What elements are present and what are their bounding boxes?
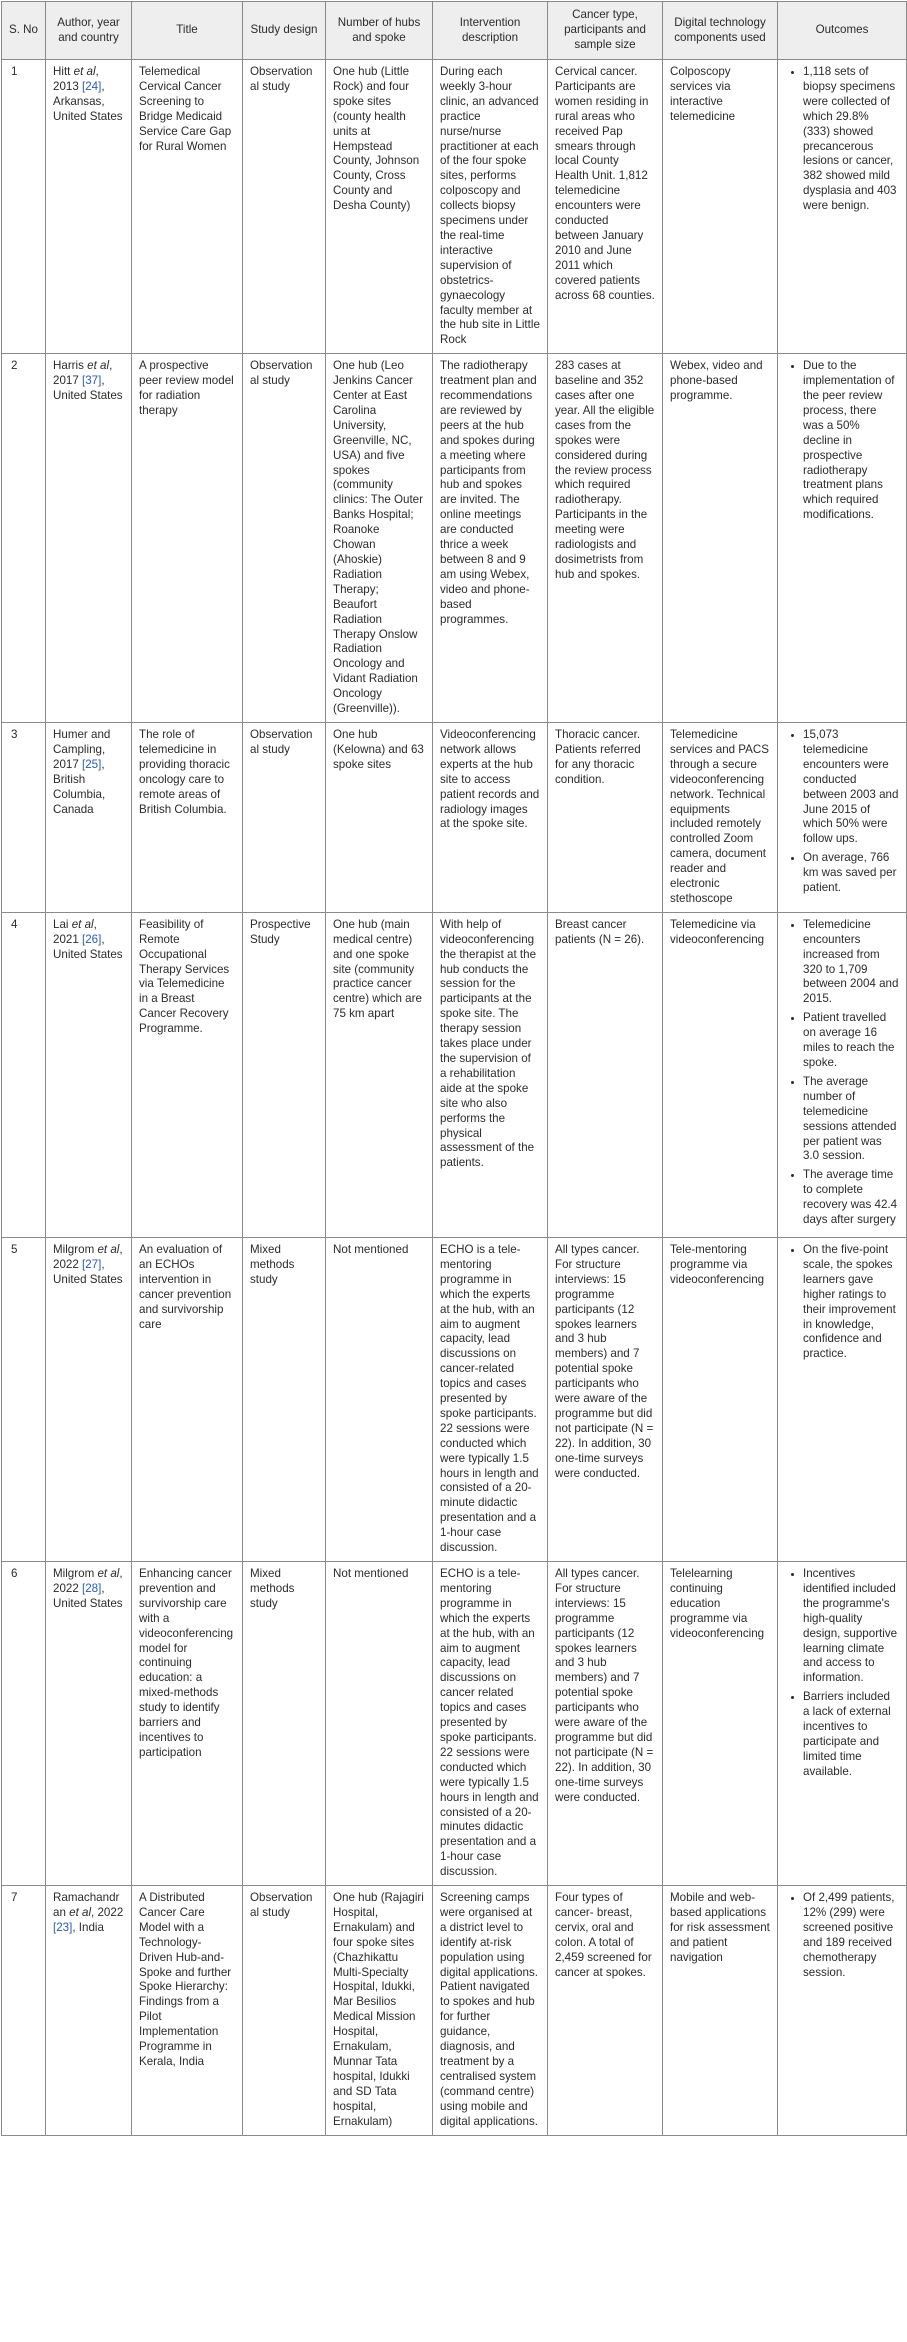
author-reference-link[interactable]: [25] xyxy=(82,757,102,771)
row-study-design: Observational study xyxy=(243,722,326,912)
table-row xyxy=(2,1886,907,2136)
row-intervention: ECHO is a tele-mentoring programme in which the experts at the hub, with an aim to augment capacity, lead discussions on cancer-related topics and cases presented by spoke participants. 22 sessions were conducted which were typically 1.5 hours in length and consisted of a 20-minute didactic presentation and a 1-hour case discussion. xyxy=(433,1237,548,1561)
author-country: , United States xyxy=(53,1581,123,1610)
row-intervention: During each weekly 3-hour clinic, an advanced practice nurse/nurse practitioner at each of the four spoke sites, performs colposcopy and collects biopsy specimens under the real-time interactive supervision of obstetrics-gynaecology faculty member at the hub site in Little Rock xyxy=(433,60,548,354)
table-body xyxy=(2,60,907,2136)
row-study-design: Observational study xyxy=(243,1886,326,2136)
list-item: • Of 2,499 patients, 12% (299) were screened positive and 189 received chemotherapy session. xyxy=(803,1891,899,1980)
row-title: A Distributed Cancer Care Model with a Technology-Driven Hub-and-Spoke and further Spoke Hierarchy: Findings from a Pilot Implementation Programme in Kerala, India xyxy=(132,1886,243,2136)
author-year: , 2022 xyxy=(91,1905,124,1919)
row-title: Telemedical Cervical Cancer Screening to Bridge Medicaid Service Care Gap for Rural Women xyxy=(132,60,243,354)
author-country: , India xyxy=(72,1920,104,1934)
row-study-design: Mixed methods study xyxy=(243,1237,326,1561)
author-etal: et al xyxy=(87,359,110,373)
row-digital-technology: Telelearning continuing education programme via videoconferencing xyxy=(663,1562,778,1886)
row-author xyxy=(46,1886,132,2136)
list-item: • 1,118 sets of biopsy specimens were collected of which 29.8% (333) showed precancerous lesions or cancer, 382 showed mild dysplasia and 403 were benign. xyxy=(803,65,899,214)
row-cancer-type: Cervical cancer. Participants are women residing in rural areas who received Pap smears through local County Health Unit. 1,812 telemedicine encounters were conducted between January 2010 and June 2011 which covered patients across 68 counties. xyxy=(548,60,663,354)
row-cancer-type: All types cancer. For structure interviews: 15 programme participants (12 spokes learners and 3 hub members) and 7 potential spoke participants who were aware of the programme but did not participate (N = 22). In addition, 30 one-time surveys were conducted. xyxy=(548,1237,663,1561)
row-cancer-type: Thoracic cancer. Patients referred for any thoracic condition. xyxy=(548,722,663,912)
row-author xyxy=(46,722,132,912)
author-year: , 2022 xyxy=(53,1567,123,1595)
author-country: , United States xyxy=(53,374,123,403)
row-digital-technology: Colposcopy services via interactive telemedicine xyxy=(663,60,778,354)
row-author xyxy=(46,354,132,723)
row-title: An evaluation of an ECHOs intervention in cancer prevention and survivorship care xyxy=(132,1237,243,1561)
row-sno: 4 xyxy=(2,912,46,1237)
row-digital-technology: Tele-mentoring programme via videoconferencing xyxy=(663,1237,778,1561)
row-hubs-spokes: Not mentioned xyxy=(326,1237,433,1561)
author-year: , 2017 xyxy=(53,359,113,388)
author-country: , United States xyxy=(53,932,123,961)
row-title: Enhancing cancer prevention and survivorship care with a videoconferencing model for continuing education: a mixed-methods study to identify barriers and incentives to participation xyxy=(132,1562,243,1886)
author-name: Ramachandran xyxy=(53,1891,120,1919)
table-row xyxy=(2,1562,907,1886)
author-etal: et al xyxy=(73,65,96,78)
row-cancer-type: All types cancer. For structure interviews: 15 programme participants (12 spokes learners and 3 hub members) and 7 potential spoke participants who were aware of the programme but did not participate (N = 22). In addition, 30 one-time surveys were conducted. xyxy=(548,1562,663,1886)
row-title: The role of telemedicine in providing thoracic oncology care to remote areas of British Columbia. xyxy=(132,722,243,912)
header-title: Title xyxy=(132,2,243,60)
author-name: Lai xyxy=(53,917,72,931)
row-intervention: Screening camps were organised at a district level to identify at-risk population using digital applications. Patient navigated to spokes and hub for further guidance, diagnosis, and treatment by a centralised system (command centre) using mobile and digital applications. xyxy=(433,1886,548,2136)
row-sno: 2 xyxy=(2,354,46,723)
row-hubs-spokes: One hub (Little Rock) and four spoke sites (county health units at Hempstead County, Johnson County, Cross County and Desha County) xyxy=(326,60,433,354)
row-outcomes xyxy=(778,1886,907,2136)
outcomes-list xyxy=(785,1243,899,1362)
author-etal: et al xyxy=(69,1905,92,1919)
author-reference-link[interactable]: [37] xyxy=(82,374,102,388)
outcomes-list xyxy=(785,65,899,214)
list-item: • The average number of telemedicine sessions attended per patient was 3.0 session. xyxy=(803,1075,899,1164)
header-intervention: Intervention description xyxy=(433,2,548,60)
row-sno: 6 xyxy=(2,1562,46,1886)
row-study-design: Mixed methods study xyxy=(243,1562,326,1886)
author-name: Milgrom xyxy=(53,1567,98,1580)
row-outcomes xyxy=(778,60,907,354)
row-digital-technology: Webex, video and phone-based programme. xyxy=(663,354,778,723)
author-year: , 2022 xyxy=(53,1242,123,1271)
row-intervention: ECHO is a tele-mentoring programme in which the experts at the hub, with an aim to augment capacity, lead discussions on cancer related topics and cases presented by spoke participants. 22 sessions were conducted which were typically 1.5 hours in length and consisted of a 20-minutes didactic presentation and a 1-hour case discussion. xyxy=(433,1562,548,1886)
header-cancer-type: Cancer type, participants and sample size xyxy=(548,2,663,60)
author-reference-link[interactable]: [26] xyxy=(82,932,102,946)
author-country: , United States xyxy=(53,1257,123,1286)
list-item: • 15,073 telemedicine encounters were conducted between 2003 and June 2015 of which 50% were follow ups. xyxy=(803,728,899,847)
row-title: Feasibility of Remote Occupational Therapy Services via Telemedicine in a Breast Cancer Recovery Programme. xyxy=(132,912,243,1237)
author-reference-link[interactable]: [27] xyxy=(82,1257,102,1271)
row-hubs-spokes: One hub (Rajagiri Hospital, Ernakulam) and four spoke sites (Chazhikattu Multi-Specialty Hospital, Idukki, Mar Besilios Medical Mission Hospital, Ernakulam, Munnar Tata hospital, Idukki and SD Tata hospital, Ernakulam) xyxy=(326,1886,433,2136)
list-item: • Barriers included a lack of external incentives to participate and limited time available. xyxy=(803,1690,899,1779)
author-reference-link[interactable]: [24] xyxy=(82,79,102,93)
studies-table xyxy=(1,1,907,2136)
author-name: Hitt xyxy=(53,65,74,78)
author-name: Harris xyxy=(53,359,88,373)
row-author xyxy=(46,1237,132,1561)
row-hubs-spokes: One hub (Leo Jenkins Cancer Center at East Carolina University, Greenville, NC, USA) and five spokes (community clinics: The Outer Banks Hospital; Roanoke Chowan (Ahoskie) Radiation Therapy; Beaufort Radiation Therapy Onslow Radiation Oncology and Vidant Radiation Oncology (Greenville)). xyxy=(326,354,433,723)
row-outcomes xyxy=(778,912,907,1237)
row-author xyxy=(46,912,132,1237)
header-author: Author, year and country xyxy=(46,2,132,60)
header-sno: S. No xyxy=(2,2,46,60)
header-study-design: Study design xyxy=(243,2,326,60)
list-item: • The average time to complete recovery was 42.4 days after surgery xyxy=(803,1168,899,1228)
author-reference-link[interactable]: [28] xyxy=(82,1581,102,1595)
list-item: • Incentives identified included the programme's high-quality design, supportive learning climate and access to information. xyxy=(803,1567,899,1686)
row-outcomes xyxy=(778,722,907,912)
author-name: Humer and Campling, 2017 xyxy=(53,727,111,771)
header-outcomes: Outcomes xyxy=(778,2,907,60)
row-outcomes xyxy=(778,354,907,723)
author-year: , 2021 xyxy=(53,917,97,946)
row-author xyxy=(46,1562,132,1886)
outcomes-list xyxy=(785,918,899,1228)
list-item: • Patient travelled on average 16 miles to reach the spoke. xyxy=(803,1011,899,1071)
row-study-design: Prospective Study xyxy=(243,912,326,1237)
row-sno: 1 xyxy=(2,60,46,354)
author-country: , Arkansas, United States xyxy=(53,79,123,123)
author-etal: et al xyxy=(71,917,94,931)
author-year: , 2013 xyxy=(53,65,99,93)
row-hubs-spokes: One hub (Kelowna) and 63 spoke sites xyxy=(326,722,433,912)
row-hubs-spokes: One hub (main medical centre) and one spoke site (community practice cancer centre) which are 75 km apart xyxy=(326,912,433,1237)
row-hubs-spokes: Not mentioned xyxy=(326,1562,433,1886)
row-intervention: Videoconferencing network allows experts at the hub site to access patient records and radiology images at the spoke site. xyxy=(433,722,548,912)
row-sno: 3 xyxy=(2,722,46,912)
row-cancer-type: Breast cancer patients (N = 26). xyxy=(548,912,663,1237)
row-author xyxy=(46,60,132,354)
row-study-design: Observational study xyxy=(243,354,326,723)
outcomes-list xyxy=(785,728,899,896)
table-row xyxy=(2,354,907,723)
table-header-row xyxy=(2,2,907,60)
row-study-design: Observational study xyxy=(243,60,326,354)
list-item: • On the five-point scale, the spokes learners gave higher ratings to their improvement in knowledge, confidence and practice. xyxy=(803,1243,899,1362)
row-digital-technology: Telemedicine services and PACS through a secure videoconferencing network. Technical equipments included remotely controlled Zoom camera, document reader and electronic stethoscope xyxy=(663,722,778,912)
row-cancer-type: 283 cases at baseline and 352 cases after one year. All the eligible cases from the spokes were considered during the review process which required radiotherapy. Participants in the meeting were radiologists and dosimetrists from hub and spokes. xyxy=(548,354,663,723)
outcomes-list xyxy=(785,1567,899,1780)
table-row xyxy=(2,60,907,354)
author-etal: et al xyxy=(97,1242,120,1256)
row-outcomes xyxy=(778,1562,907,1886)
row-intervention: With help of videoconferencing the therapist at the hub conducts the session for the participants at the spoke site. The therapy session takes place under the supervision of a rehabilitation aide at the spoke site who also performs the physical assessment of the patients. xyxy=(433,912,548,1237)
list-item: • Due to the implementation of the peer review process, there was a 50% decline in prospective radiotherapy treatment plans which required modifications. xyxy=(803,359,899,523)
header-hubs-spokes: Number of hubs and spoke xyxy=(326,2,433,60)
row-title: A prospective peer review model for radiation therapy xyxy=(132,354,243,723)
outcomes-list xyxy=(785,1891,899,1980)
table-row xyxy=(2,912,907,1237)
row-sno: 5 xyxy=(2,1237,46,1561)
author-country: , British Columbia, Canada xyxy=(53,757,106,816)
row-outcomes xyxy=(778,1237,907,1561)
row-sno: 7 xyxy=(2,1886,46,2136)
table-row xyxy=(2,1237,907,1561)
author-reference-link[interactable]: [23] xyxy=(53,1920,73,1934)
row-intervention: The radiotherapy treatment plan and recommendations are reviewed by peers at the hub and spokes during a meeting where participants from hub and spokes are invited. The online meetings are conducted thrice a week between 8 and 9 am using Webex, video and phone-based programmes. xyxy=(433,354,548,723)
author-etal: et al xyxy=(97,1567,120,1580)
list-item: • On average, 766 km was saved per patient. xyxy=(803,851,899,896)
row-digital-technology: Telemedicine via videoconferencing xyxy=(663,912,778,1237)
list-item: • Telemedicine encounters increased from 320 to 1,709 between 2004 and 2015. xyxy=(803,918,899,1007)
header-digital-technology: Digital technology components used xyxy=(663,2,778,60)
table-row xyxy=(2,722,907,912)
outcomes-list xyxy=(785,359,899,523)
author-name: Milgrom xyxy=(53,1242,98,1256)
row-cancer-type: Four types of cancer- breast, cervix, oral and colon. A total of 2,459 screened for cancer at spokes. xyxy=(548,1886,663,2136)
row-digital-technology: Mobile and web-based applications for risk assessment and patient navigation xyxy=(663,1886,778,2136)
